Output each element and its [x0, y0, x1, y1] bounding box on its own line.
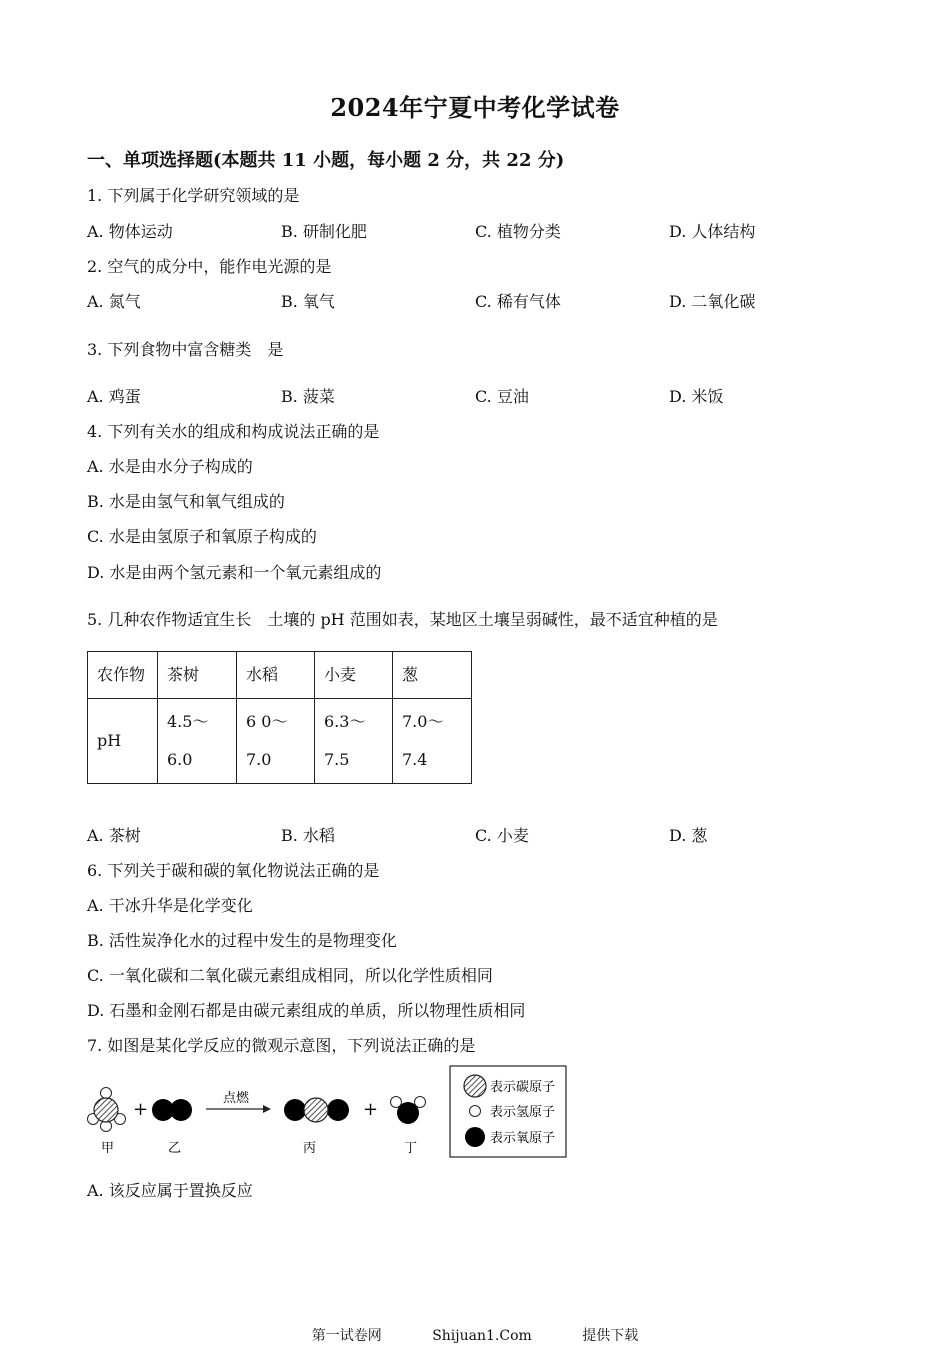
table-header-cell: 葱: [393, 652, 472, 699]
cell-line: 7.0: [246, 750, 272, 769]
table-header-row: [88, 652, 472, 699]
q1-option-a: A. 物体运动: [87, 222, 173, 241]
q2-option-a: A. 氮气: [87, 292, 141, 311]
q6-option-a: A. 干冰升华是化学变化: [87, 896, 253, 915]
q3-option-c: C. 豆油: [475, 387, 529, 406]
table-cell: [315, 699, 393, 784]
footer-site-url: Shijuan1.Com: [432, 1328, 532, 1344]
table-header-cell: 水稻: [237, 652, 315, 699]
q6-option-c: C. 一氧化碳和二氧化碳元素组成相同，所以化学性质相同: [87, 966, 493, 985]
water-molecule: [391, 1097, 426, 1125]
reaction-arrow-icon: [206, 1105, 271, 1113]
label-yi: 乙: [168, 1141, 182, 1156]
question-3-stem: 3. 下列食物中富含糖类 是: [87, 340, 284, 359]
q3-option-a: A. 鸡蛋: [87, 387, 141, 406]
cell-line: 6.0: [167, 750, 193, 769]
cell-line: 7.0～7.4: [402, 712, 444, 769]
q1-option-c: C. 植物分类: [475, 222, 561, 241]
cell-line: 6 0～: [246, 712, 288, 731]
plus-sign-1: +: [133, 1099, 149, 1120]
q3-option-d: D. 米饭: [669, 387, 724, 406]
q5-option-c: C. 小麦: [475, 826, 529, 845]
diagram-legend: [450, 1066, 566, 1157]
q6-option-d: D. 石墨和金刚石都是由碳元素组成的单质，所以物理性质相同: [87, 1001, 526, 1020]
label-jia: 甲: [101, 1141, 115, 1156]
legend-hydrogen: 表示氢原子: [490, 1105, 556, 1120]
footer-site-name: 第一试卷网: [311, 1328, 382, 1344]
oxygen-molecule: [152, 1099, 192, 1121]
legend-oxygen: 表示氧原子: [490, 1131, 556, 1146]
table-row: [88, 699, 472, 784]
table-header-cell: 农作物: [88, 652, 158, 699]
label-bing: 丙: [303, 1141, 317, 1156]
label-ding: 丁: [404, 1141, 418, 1156]
arrow-label: 点燃: [223, 1091, 250, 1106]
q2-option-c: C. 稀有气体: [475, 292, 561, 311]
q5-option-b: B. 水稻: [281, 826, 335, 845]
table-header-cell: 茶树: [158, 652, 237, 699]
question-7-stem: 7. 如图是某化学反应的微观示意图，下列说法正确的是: [87, 1036, 476, 1055]
methane-molecule: [88, 1088, 126, 1132]
q6-option-b: B. 活性炭净化水的过程中发生的是物理变化: [87, 931, 397, 950]
q4-option-d: D. 水是由两个氢元素和一个氧元素组成的: [87, 563, 382, 582]
reaction-diagram: [85, 1064, 575, 1160]
table-header-cell: 小麦: [315, 652, 393, 699]
q4-option-a: A. 水是由水分子构成的: [87, 457, 253, 476]
q1-option-d: D. 人体结构: [669, 222, 756, 241]
carbon-dioxide-molecule: [284, 1098, 349, 1122]
cell-line: 7.5: [324, 750, 350, 769]
q5-option-d: D. 葱: [669, 826, 708, 845]
page-footer: [0, 1325, 950, 1345]
question-1-stem: 1. 下列属于化学研究领域的是: [87, 186, 300, 205]
ph-table: [87, 651, 472, 784]
cell-line: 6.3～: [324, 712, 366, 731]
plus-sign-2: +: [363, 1099, 379, 1120]
q4-option-b: B. 水是由氢气和氧气组成的: [87, 492, 285, 511]
question-4-stem: 4. 下列有关水的组成和构成说法正确的是: [87, 422, 380, 441]
question-6-stem: 6. 下列关于碳和碳的氧化物说法正确的是: [87, 861, 380, 880]
q2-option-b: B. 氧气: [281, 292, 335, 311]
table-cell: [393, 699, 472, 784]
legend-carbon: 表示碳原子: [490, 1080, 556, 1095]
table-row-label: pH: [88, 699, 158, 784]
q7-option-a: A. 该反应属于置换反应: [87, 1181, 253, 1200]
page-title: 2024年宁夏中考化学试卷: [330, 93, 620, 122]
footer-download-text: 提供下载: [582, 1328, 639, 1344]
question-2-stem: 2. 空气的成分中，能作电光源的是: [87, 257, 332, 276]
cell-line: 4.5～: [167, 712, 209, 731]
q1-option-b: B. 研制化肥: [281, 222, 367, 241]
q2-option-d: D. 二氧化碳: [669, 292, 756, 311]
question-5-stem: 5. 几种农作物适宜生长 土壤的 pH 范围如表，某地区土壤呈弱碱性，最不适宜种植的是: [87, 610, 718, 629]
q3-option-b: B. 菠菜: [281, 387, 335, 406]
q5-option-a: A. 茶树: [87, 826, 141, 845]
table-cell: [158, 699, 237, 784]
section-heading: 一、单项选择题(本题共 11 小题，每小题 2 分，共 22 分): [87, 150, 565, 171]
q4-option-c: C. 水是由氢原子和氧原子构成的: [87, 527, 317, 546]
table-cell: [237, 699, 315, 784]
